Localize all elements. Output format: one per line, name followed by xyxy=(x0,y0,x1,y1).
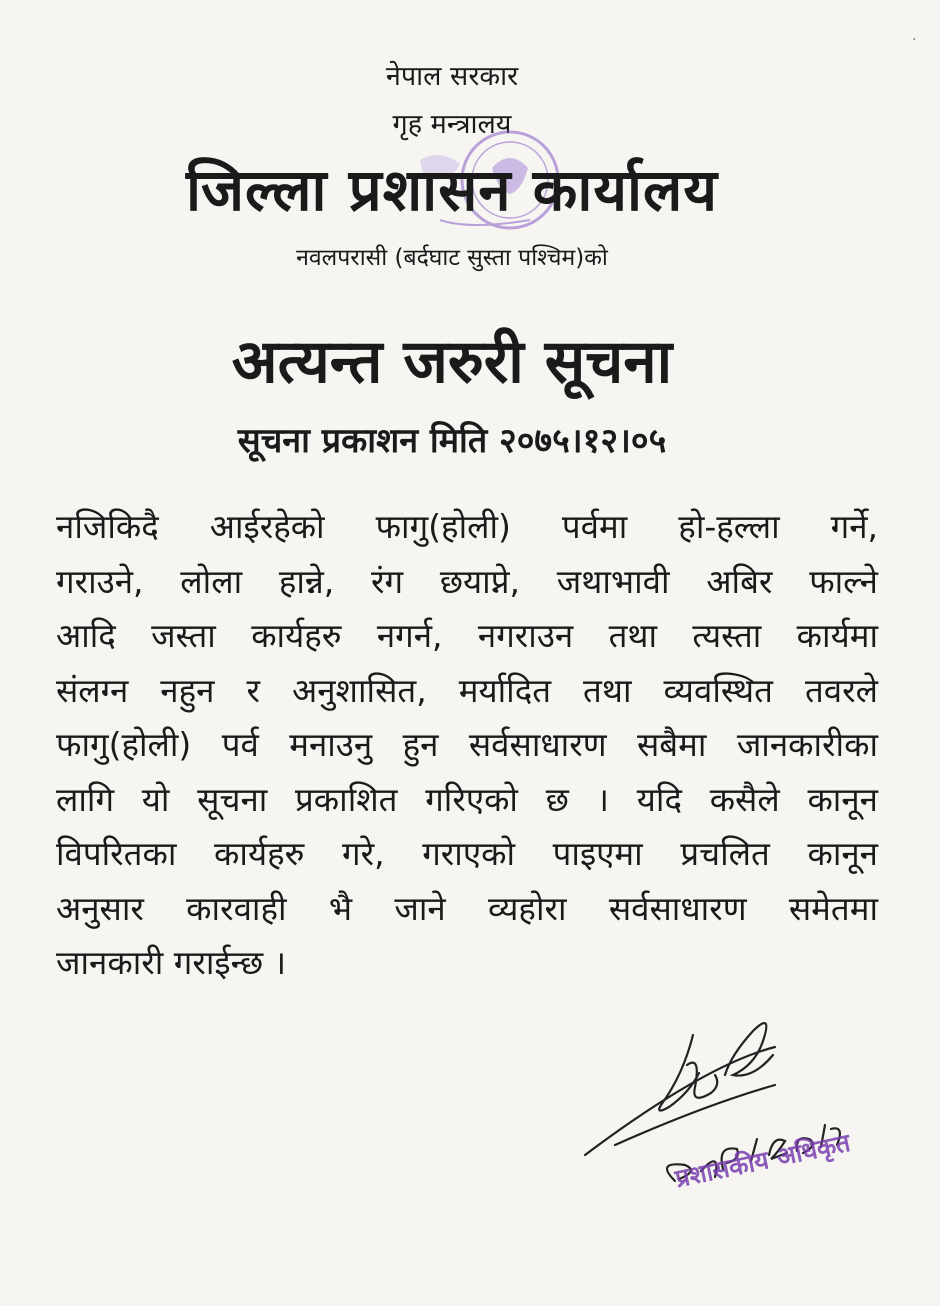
body-line: विपरितका कार्यहरु गरे, गराएको पाइएमा प्रचलित कानून xyxy=(56,834,878,873)
office-name: जिल्ला प्रशासन कार्यालय xyxy=(185,156,718,224)
notice-body xyxy=(56,500,878,991)
body-line: नजिकिदै आईरहेको फागु(होली) पर्वमा हो-हल्ला गर्ने, xyxy=(56,507,878,546)
government-name: नेपाल सरकार xyxy=(385,61,519,92)
body-line: संलग्न नहुन र अनुशासित, मर्यादित तथा व्यवस्थित तवरले xyxy=(56,670,878,710)
body-line: फागु(होली) पर्व मनाउनु हुन सर्वसाधारण सबैमा जानकारीका xyxy=(56,725,878,764)
notice-title: अत्यन्त जरुरी सूचना xyxy=(231,327,673,397)
edge-mark: . xyxy=(912,28,917,44)
ministry-name: गृह मन्त्रालय xyxy=(392,109,512,140)
body-line: गराउने, लोला हान्ने, रंग छयाप्ने, जथाभावी अबिर फाल्ने xyxy=(56,561,878,601)
body-line: अनुसार कारवाही भै जाने व्यहोरा सर्वसाधारण समेतमा xyxy=(56,888,878,928)
body-line: लागि यो सूचना प्रकाशित गरिएको छ । यदि कसैले कानून xyxy=(56,779,878,819)
notice-date: सूचना प्रकाशन मिति २०७५।१२।०५ xyxy=(237,421,667,461)
district-name: नवलपरासी (बर्दघाट सुस्ता पश्चिम)को xyxy=(296,245,608,271)
body-line: आदि जस्ता कार्यहरु नगर्न, नगराउन तथा त्यस्ता कार्यमा xyxy=(56,616,878,655)
officer-title-stamp: प्रशासकीय अधिकृत xyxy=(672,1127,853,1194)
body-line: जानकारी गराईन्छ । xyxy=(56,943,287,982)
